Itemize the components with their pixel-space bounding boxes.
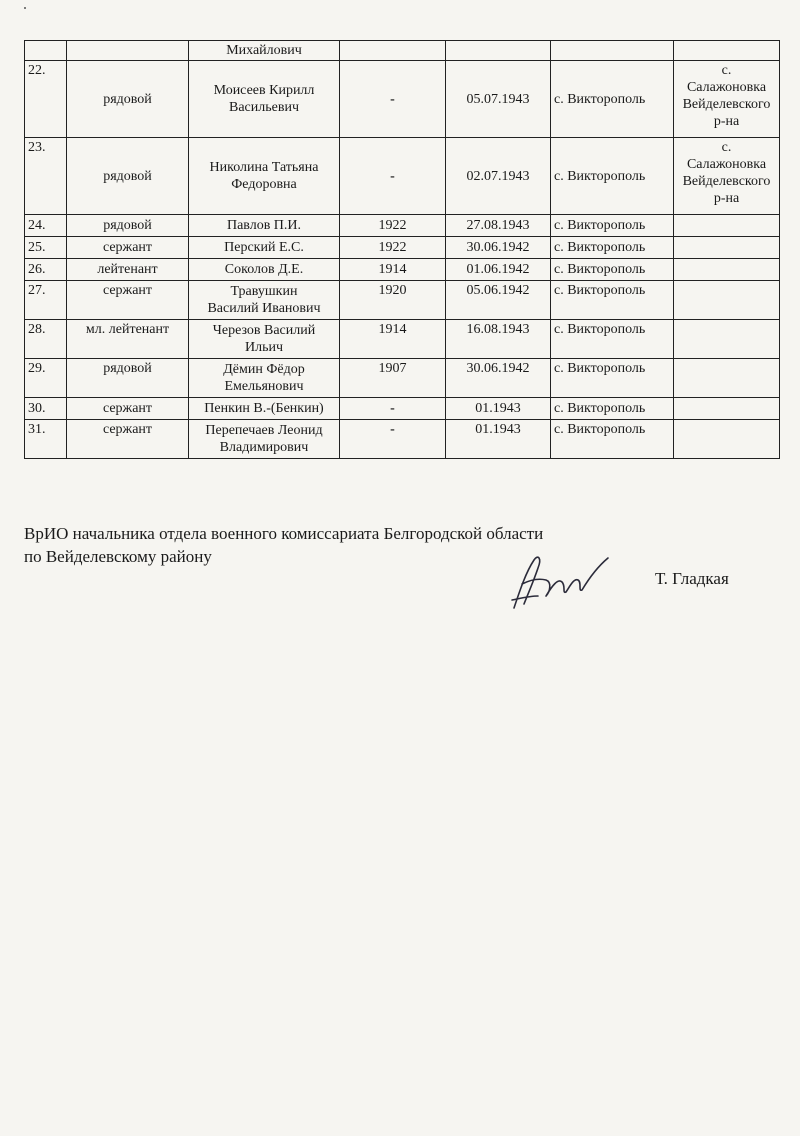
signatory-title-line-2: по Вейделевскому району: [24, 547, 212, 566]
cell-reburial: [674, 138, 780, 215]
cell-place: с. Викторополь: [551, 420, 674, 459]
cell-place: с. Викторополь: [551, 215, 674, 237]
cell-num: 27.: [25, 281, 67, 320]
table-row: [25, 320, 780, 359]
cell-rank: мл. лейтенант: [67, 320, 189, 359]
cell-num: 31.: [25, 420, 67, 459]
cell-rank: рядовой: [67, 215, 189, 237]
name-line: Павлов П.И.: [226, 218, 302, 233]
cell-birth: -: [340, 138, 446, 215]
reburial-line: Вейделевского: [682, 97, 771, 112]
cell-place: с. Викторополь: [551, 281, 674, 320]
cell-place: [551, 41, 674, 61]
cell-name: [189, 61, 340, 138]
cell-date: 30.06.1942: [446, 237, 551, 259]
cell-reburial: [674, 320, 780, 359]
cell-date: 16.08.1943: [446, 320, 551, 359]
name-line: Пенкин В.-(Бенкин): [204, 401, 324, 416]
cell-birth: -: [340, 61, 446, 138]
cell-reburial: [674, 281, 780, 320]
reburial-line: р-на: [713, 191, 740, 206]
cell-birth: [340, 41, 446, 61]
table-row: [25, 259, 780, 281]
cell-place: с. Викторополь: [551, 61, 674, 138]
reburial-line: Вейделевского: [682, 174, 771, 189]
name-line: Василий Иванович: [207, 301, 321, 316]
reburial-line: р-на: [713, 114, 740, 129]
name-line: Васильевич: [229, 100, 299, 115]
cell-birth: -: [340, 398, 446, 420]
cell-reburial: [674, 215, 780, 237]
name-line: Михайлович: [226, 43, 302, 58]
name-line: Перепечаев Леонид: [205, 423, 323, 438]
cell-rank: рядовой: [67, 359, 189, 398]
cell-rank: сержант: [67, 398, 189, 420]
cell-rank: [67, 41, 189, 61]
table-row: [25, 420, 780, 459]
cell-date: 01.1943: [446, 398, 551, 420]
cell-place: с. Викторополь: [551, 237, 674, 259]
cell-num: 30.: [25, 398, 67, 420]
cell-birth: 1914: [340, 259, 446, 281]
reburial-line: с.: [721, 140, 732, 155]
cell-date: 05.06.1942: [446, 281, 551, 320]
name-line: Дёмин Фёдор: [223, 362, 305, 377]
cell-birth: -: [340, 420, 446, 459]
reburial-line: с.: [721, 63, 732, 78]
cell-rank: сержант: [67, 237, 189, 259]
table-row: [25, 281, 780, 320]
signatory-block: [24, 522, 744, 568]
cell-birth: 1922: [340, 215, 446, 237]
table-row: [25, 398, 780, 420]
cell-name: [189, 398, 340, 420]
cell-num: 24.: [25, 215, 67, 237]
signatory-title-line-1: ВрИО начальника отдела военного комиссариата Белгородской области: [24, 524, 544, 543]
cell-place: с. Викторополь: [551, 398, 674, 420]
cell-num: 22.: [25, 61, 67, 138]
table-row: [25, 138, 780, 215]
cell-date: [446, 41, 551, 61]
cell-date: 01.06.1942: [446, 259, 551, 281]
name-line: Черезов Василий: [212, 323, 316, 338]
cell-name: [189, 281, 340, 320]
reburial-line: Салажоновка: [686, 80, 767, 95]
table-row: [25, 61, 780, 138]
cell-num: 29.: [25, 359, 67, 398]
cell-num: 28.: [25, 320, 67, 359]
cell-name: [189, 138, 340, 215]
cell-name: [189, 359, 340, 398]
name-line: Моисеев Кирилл: [213, 83, 315, 98]
cell-date: 01.1943: [446, 420, 551, 459]
cell-date: 30.06.1942: [446, 359, 551, 398]
name-line: Ильич: [244, 340, 283, 355]
cell-num: [25, 41, 67, 61]
name-line: Владимирович: [219, 440, 309, 455]
burial-roster-table: [24, 40, 780, 459]
cell-reburial: [674, 259, 780, 281]
table-row: [25, 237, 780, 259]
cell-num: 25.: [25, 237, 67, 259]
cell-place: с. Викторополь: [551, 320, 674, 359]
cell-reburial: [674, 398, 780, 420]
cell-birth: 1920: [340, 281, 446, 320]
cell-rank: сержант: [67, 281, 189, 320]
table-row: [25, 359, 780, 398]
name-line: Николина Татьяна: [209, 160, 319, 175]
signer-name: Т. Гладкая: [655, 569, 729, 588]
cell-rank: сержант: [67, 420, 189, 459]
name-line: Федоровна: [231, 177, 297, 192]
cell-date: 05.07.1943: [446, 61, 551, 138]
handwritten-signature-icon: [508, 550, 616, 616]
cell-name: [189, 259, 340, 281]
name-line: Перский Е.С.: [224, 240, 304, 255]
cell-num: 26.: [25, 259, 67, 281]
cell-rank: рядовой: [67, 61, 189, 138]
cell-place: с. Викторополь: [551, 359, 674, 398]
cell-num: 23.: [25, 138, 67, 215]
cell-birth: 1914: [340, 320, 446, 359]
cell-place: с. Викторополь: [551, 138, 674, 215]
cell-reburial: [674, 61, 780, 138]
cell-reburial: [674, 237, 780, 259]
cell-place: с. Викторополь: [551, 259, 674, 281]
cell-date: 02.07.1943: [446, 138, 551, 215]
page-speck: [24, 7, 26, 9]
cell-birth: 1907: [340, 359, 446, 398]
cell-name: [189, 237, 340, 259]
cell-rank: лейтенант: [67, 259, 189, 281]
name-line: Емельянович: [224, 379, 304, 394]
cell-reburial: [674, 41, 780, 61]
cell-name: [189, 420, 340, 459]
name-line: Травушкин: [230, 284, 298, 299]
cell-name: [189, 320, 340, 359]
cell-name: [189, 215, 340, 237]
cell-reburial: [674, 420, 780, 459]
table-row: [25, 215, 780, 237]
cell-date: 27.08.1943: [446, 215, 551, 237]
cell-reburial: [674, 359, 780, 398]
name-line: Соколов Д.Е.: [224, 262, 304, 277]
cell-birth: 1922: [340, 237, 446, 259]
cell-name: [189, 41, 340, 61]
reburial-line: Салажоновка: [686, 157, 767, 172]
table-row-continuation: [25, 41, 780, 61]
cell-rank: рядовой: [67, 138, 189, 215]
